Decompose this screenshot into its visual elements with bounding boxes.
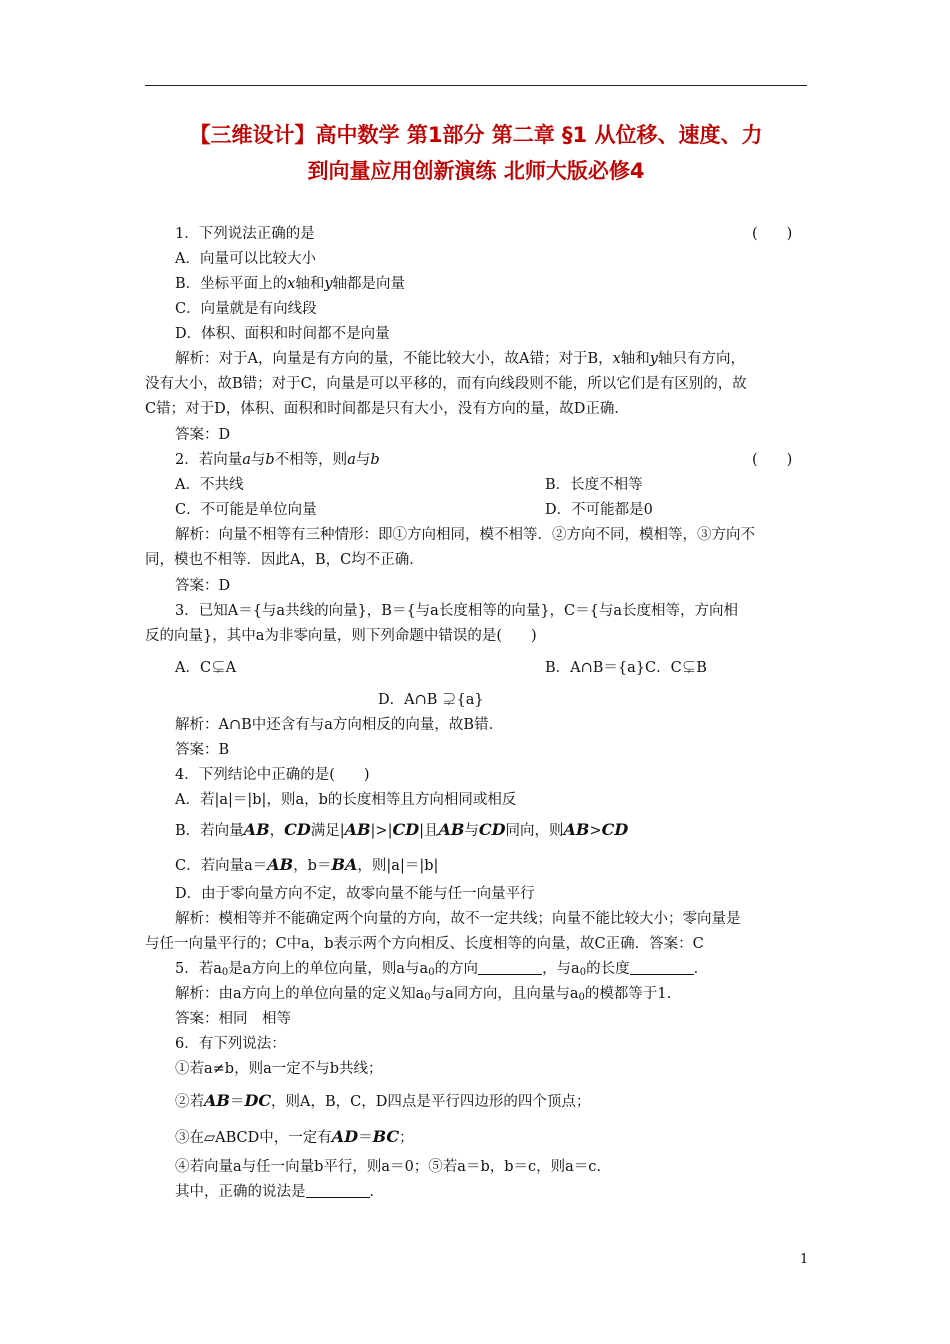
header-rule [145,85,807,86]
q2-analysis-line-1: 解析：向量不相等有三种情形：即①方向相同，模不相等．②方向不同，模相等，③方向不 [175,527,755,543]
q3-option-bc: B．A∩B＝{a}C．C⊊B [545,660,707,676]
q6-stem: 6．有下列说法： [175,1036,286,1052]
q6-item-1: ①若a≠b，则a一定不与b共线； [175,1061,383,1077]
q4-analysis-line-1: 解析：模相等并不能确定两个向量的方向，故不一定共线；向量不能比较大小；零向量是 [175,911,741,927]
q4-option-c: C．若向量a＝AB，b＝BA，则|a|＝|b| [175,855,439,874]
q1-option-b: B．坐标平面上的x轴和y轴都是向量 [175,276,406,292]
q5-answer: 答案：相同 相等 [175,1011,291,1027]
q2-option-d: D．不可能都是0 [545,502,653,518]
q6-blank[interactable] [306,1183,370,1198]
q5-stem: 5．若$a_0$是a方向上的单位向量，则a与$a_0$的方向 ，与$a_0$的长度 ． [175,961,709,978]
q6-item-2: ②若AB＝DC，则A，B，C，D四点是平行四边形的四个顶点； [175,1091,591,1110]
q2-stem: 2．若向量a与b不相等，则a与b [175,452,380,468]
q2-answer-paren: ( ) [752,452,793,468]
q2-option-c: C．不可能是单位向量 [175,502,317,518]
q2-option-a: A．不共线 [175,477,244,493]
q2-analysis-line-2: 同，模也不相等．因此A，B，C均不正确． [145,552,424,568]
q3-stem-line-1: 3．已知A＝{与a共线的向量}，B＝{与a长度相等的向量}，C＝{与a长度相等，方向相 [175,603,739,619]
q4-option-b: B．若向量AB，CD满足|AB|>|CD|且AB与CD同向，则AB>CD [175,820,629,839]
q1-analysis-line-2: 没有大小，故B错；对于C，向量是可以平移的，而有向线段则不能，所以它们是有区别的，故 [145,376,747,392]
q4-option-d: D．由于零向量方向不定，故零向量不能与任一向量平行 [175,886,535,902]
q1-analysis-line-1: 解析：对于A，向量是有方向的量，不能比较大小，故A错；对于B，x轴和y轴只有方向， [175,351,745,367]
q3-option-d: D．A∩B ⊋{a} [378,692,484,708]
q2-option-b: B．长度不相等 [545,477,643,493]
q3-option-a: A．C⊊A [175,660,237,676]
q1-stem: 1．下列说法正确的是 [175,226,315,242]
q4-option-a: A．若|a|＝|b|，则a，b的长度相等且方向相同或相反 [175,792,517,808]
q4-analysis-line-2: 与任一向量平行的；C中a，b表示两个方向相反、长度相等的向量，故C正确．答案：C [145,936,704,952]
q3-answer: 答案：B [175,742,230,758]
q1-answer: 答案：D [175,427,231,443]
q1-answer-paren: ( ) [752,226,793,242]
q3-analysis: 解析：A∩B中还含有与a方向相反的向量，故B错． [175,717,504,733]
q1-option-c: C．向量就是有向线段 [175,301,317,317]
q5-blank-1[interactable] [478,960,542,975]
q4-stem: 4．下列结论中正确的是( ) [175,767,370,783]
q3-stem-line-2: 反的向量}，其中a为非零向量，则下列命题中错误的是( ) [145,628,537,644]
doc-title-line-1: 【三维设计】高中数学 第1部分 第二章 §1 从位移、速度、力 [189,123,763,147]
doc-title-line-2: 到向量应用创新演练 北师大版必修4 [307,159,645,183]
q1-analysis-line-3: C错；对于D，体积、面积和时间都是只有大小，没有方向的量，故D正确． [145,401,629,417]
q5-analysis: 解析：由a方向上的单位向量的定义知$a_0$与a同方向，且向量与$a_0$的模都等于1. [175,986,672,1003]
page-number: 1 [800,1252,809,1267]
q2-answer: 答案：D [175,578,231,594]
q6-tail: 其中，正确的说法是 ． [175,1184,384,1200]
q5-blank-2[interactable] [630,960,694,975]
q6-item-3: ③在▱ABCD中，一定有AD＝BC； [175,1127,414,1146]
q1-option-a: A．向量可以比较大小 [175,251,316,267]
q1-option-d: D．体积、面积和时间都不是向量 [175,326,390,342]
q6-item-4-5: ④若向量a与任一向量b平行，则a＝0；⑤若a＝b，b＝c，则a＝c. [175,1159,601,1175]
